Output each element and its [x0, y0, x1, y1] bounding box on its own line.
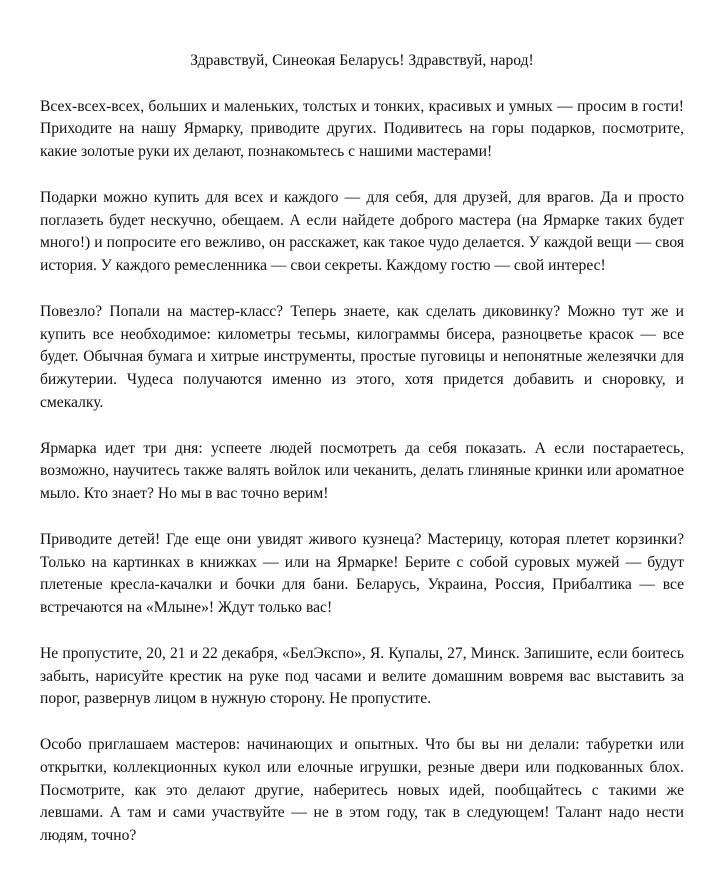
- paragraph-gifts: Подарки можно купить для всех и каждого — для себя, для друзей, для врагов. Да и просто поглазеть будет нескучно, обещаем. А если найдете доброго мастера (на Ярмарке таких будет много!) и попросите его вежливо, он расскажет, как такое чудо делается. У каждой вещи — своя история. У каждого ремесленника — свои секреты. Каждому гостю — свой интерес!: [40, 188, 684, 275]
- paragraph-master-class: Повезло? Попали на мастер-класс? Теперь знаете, как сделать диковинку? Можно тут же и купить все необходимое: километры тесьмы, килограммы бисера, разноцветье красок — все будет. Обычная бумага и хитрые инструменты, простые пуговицы и непонятные железячки для бижутерии. Чудеса получаются именно из этого, хотя придется добавить и сноровку, и смекалку.: [40, 302, 684, 411]
- paragraph-children: Приводите детей! Где еще они увидят живого кузнеца? Мастерицу, которая плетет корзинки? Только на картинках в книжках — или на Ярмарке! Берите с собой суровых мужей — будут плетеные кресла-качалки и бочки для бани. Беларусь, Украина, Россия, Прибалтика — все встречаются на «Млыне»! Ждут только вас!: [40, 530, 684, 617]
- document-page: [40, 50, 684, 871]
- paragraph-invitation: Всех-всех-всех, больших и маленьких, толстых и тонких, красивых и умных — просим в гости! Приходите на нашу Ярмарку, приводите других. Подивитесь на горы подарков, посмотрите, какие золотые руки их делают, познакомьтесь с нашими мастерами!: [40, 97, 684, 161]
- paragraph-dates-location: Не пропустите, 20, 21 и 22 декабря, «БелЭкспо», Я. Купалы, 27, Минск. Запишите, если боитесь забыть, нарисуйте крестик на руке под часами и велите домашним вовремя вас выставить за порог, развернув лицом в нужную сторону. Не пропустите.: [40, 644, 684, 708]
- document-title: Здравствуй, Синеокая Беларусь! Здравствуй, народ!: [190, 52, 534, 69]
- paragraph-three-days: Ярмарка идет три дня: успеете людей посмотреть да себя показать. А если постараетесь, возможно, научитесь также валять войлок или чеканить, делать глиняные кринки или ароматное мыло. Кто знает? Но мы в вас точно верим!: [40, 439, 684, 503]
- paragraph-masters-invite: Особо приглашаем мастеров: начинающих и опытных. Что бы вы ни делали: табуретки или открытки, коллекционных кукол или елочные игрушки, резные двери или подкованных блох. Посмотрите, как это делают другие, наберитесь новых идей, пообщайтесь с такими же левшами. А там и сами участвуйте — не в этом году, так в следующем! Талант надо нести людям, точно?: [40, 735, 684, 845]
